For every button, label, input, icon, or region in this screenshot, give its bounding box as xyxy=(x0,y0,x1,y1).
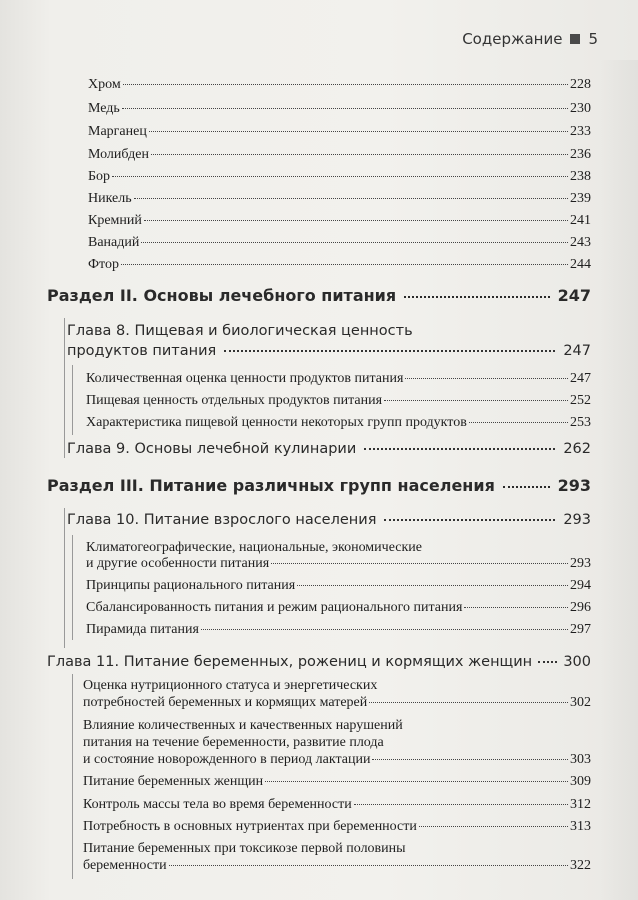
toc-subentry[interactable]: и состояние новорожденного в период лактации 303 xyxy=(83,752,591,767)
chapter-divider-line xyxy=(64,508,65,648)
dot-leader xyxy=(405,377,568,379)
dot-leader xyxy=(144,219,568,221)
dot-leader xyxy=(354,803,568,805)
dot-leader xyxy=(384,518,555,521)
dot-leader xyxy=(169,864,568,866)
toc-section-2[interactable]: Раздел II. Основы лечебного питания 247 xyxy=(47,286,591,305)
toc-entry-nikel[interactable]: Никель 239 xyxy=(88,191,591,206)
toc-subentry-line1[interactable]: Питание беременных при токсикозе первой половины xyxy=(83,841,406,856)
toc-subentry[interactable]: Характеристика пищевой ценности некоторых групп продуктов 253 xyxy=(86,415,591,430)
dot-leader xyxy=(369,701,568,703)
dot-leader xyxy=(141,241,568,243)
toc-subentry-line1[interactable]: Климатогеографические, национальные, экономические xyxy=(86,540,422,555)
dot-leader xyxy=(122,107,568,109)
dot-leader xyxy=(149,130,568,132)
toc-entry-bor[interactable]: Бор 238 xyxy=(88,169,591,184)
toc-chapter-10[interactable]: Глава 10. Питание взрослого населения 293 xyxy=(67,512,591,528)
toc-subentry[interactable]: Принципы рационального питания 294 xyxy=(86,578,591,593)
toc-chapter-9[interactable]: Глава 9. Основы лечебной кулинарии 262 xyxy=(67,441,591,457)
dot-leader xyxy=(134,197,568,199)
running-header xyxy=(462,30,598,48)
toc-subentry[interactable]: Количественная оценка ценности продуктов питания 247 xyxy=(86,371,591,386)
toc-section-3[interactable]: Раздел III. Питание различных групп населения 293 xyxy=(47,476,591,495)
dot-leader xyxy=(384,399,568,401)
dot-leader xyxy=(224,349,555,352)
toc-subentry[interactable]: беременности 322 xyxy=(83,858,591,873)
toc-subentry-line2[interactable]: питания на течение беременности, развитие плода xyxy=(83,735,384,750)
toc-subentry[interactable]: Пищевая ценность отдельных продуктов питания 252 xyxy=(86,393,591,408)
subsection-divider-line xyxy=(72,535,73,640)
chapter-divider-line xyxy=(64,318,65,458)
dot-leader xyxy=(419,825,568,827)
toc-subentry[interactable]: Питание беременных женщин 309 xyxy=(83,774,591,789)
toc-entry-molibden[interactable]: Молибден 236 xyxy=(88,147,591,162)
dot-leader xyxy=(265,780,568,782)
dot-leader xyxy=(123,83,568,85)
toc-subentry[interactable]: и другие особенности питания 293 xyxy=(86,556,591,571)
toc-entry-kremniy[interactable]: Кремний 241 xyxy=(88,213,591,228)
toc-chapter-11[interactable]: Глава 11. Питание беременных, рожениц и кормящих женщин 300 xyxy=(47,654,591,670)
dot-leader xyxy=(151,153,568,155)
toc-entry-med[interactable]: Медь 230 xyxy=(88,101,591,116)
toc-subentry[interactable]: потребностей беременных и кормящих матерей 302 xyxy=(83,695,591,710)
dot-leader xyxy=(469,421,568,423)
subsection-divider-line xyxy=(72,365,73,435)
header-title: Содержание xyxy=(462,30,563,48)
dot-leader xyxy=(201,628,568,630)
dot-leader xyxy=(372,758,568,760)
toc-subentry[interactable]: Сбалансированность питания и режим рационального питания 296 xyxy=(86,600,591,615)
toc-entry-vanadiy[interactable]: Ванадий 243 xyxy=(88,235,591,250)
dot-leader xyxy=(297,584,568,586)
toc-subentry[interactable]: Пирамида питания 297 xyxy=(86,622,591,637)
dot-leader xyxy=(121,263,568,265)
toc-entry-ftor[interactable]: Фтор 244 xyxy=(88,257,591,272)
header-page-number: 5 xyxy=(588,30,598,48)
toc-chapter-8-line1[interactable]: Глава 8. Пищевая и биологическая ценность xyxy=(67,323,413,339)
square-bullet-icon xyxy=(570,34,580,44)
dot-leader xyxy=(503,485,550,488)
dot-leader xyxy=(464,606,568,608)
dot-leader xyxy=(364,447,555,450)
toc-subentry[interactable]: Контроль массы тела во время беременности 312 xyxy=(83,797,591,812)
toc-subentry-line1[interactable]: Влияние количественных и качественных нарушений xyxy=(83,718,403,733)
dot-leader xyxy=(538,660,557,663)
toc-entry-marganec[interactable]: Марганец 233 xyxy=(88,124,591,139)
subsection-divider-line xyxy=(72,674,73,879)
page-curve-shadow xyxy=(598,60,638,900)
dot-leader xyxy=(404,295,549,298)
dot-leader xyxy=(271,562,568,564)
toc-entry-khrom[interactable]: Хром 228 xyxy=(88,77,591,92)
toc-chapter-8[interactable]: продуктов питания 247 xyxy=(67,343,591,359)
dot-leader xyxy=(112,175,568,177)
toc-subentry-line1[interactable]: Оценка нутриционного статуса и энергетических xyxy=(83,678,378,693)
toc-subentry[interactable]: Потребность в основных нутриентах при беременности 313 xyxy=(83,819,591,834)
